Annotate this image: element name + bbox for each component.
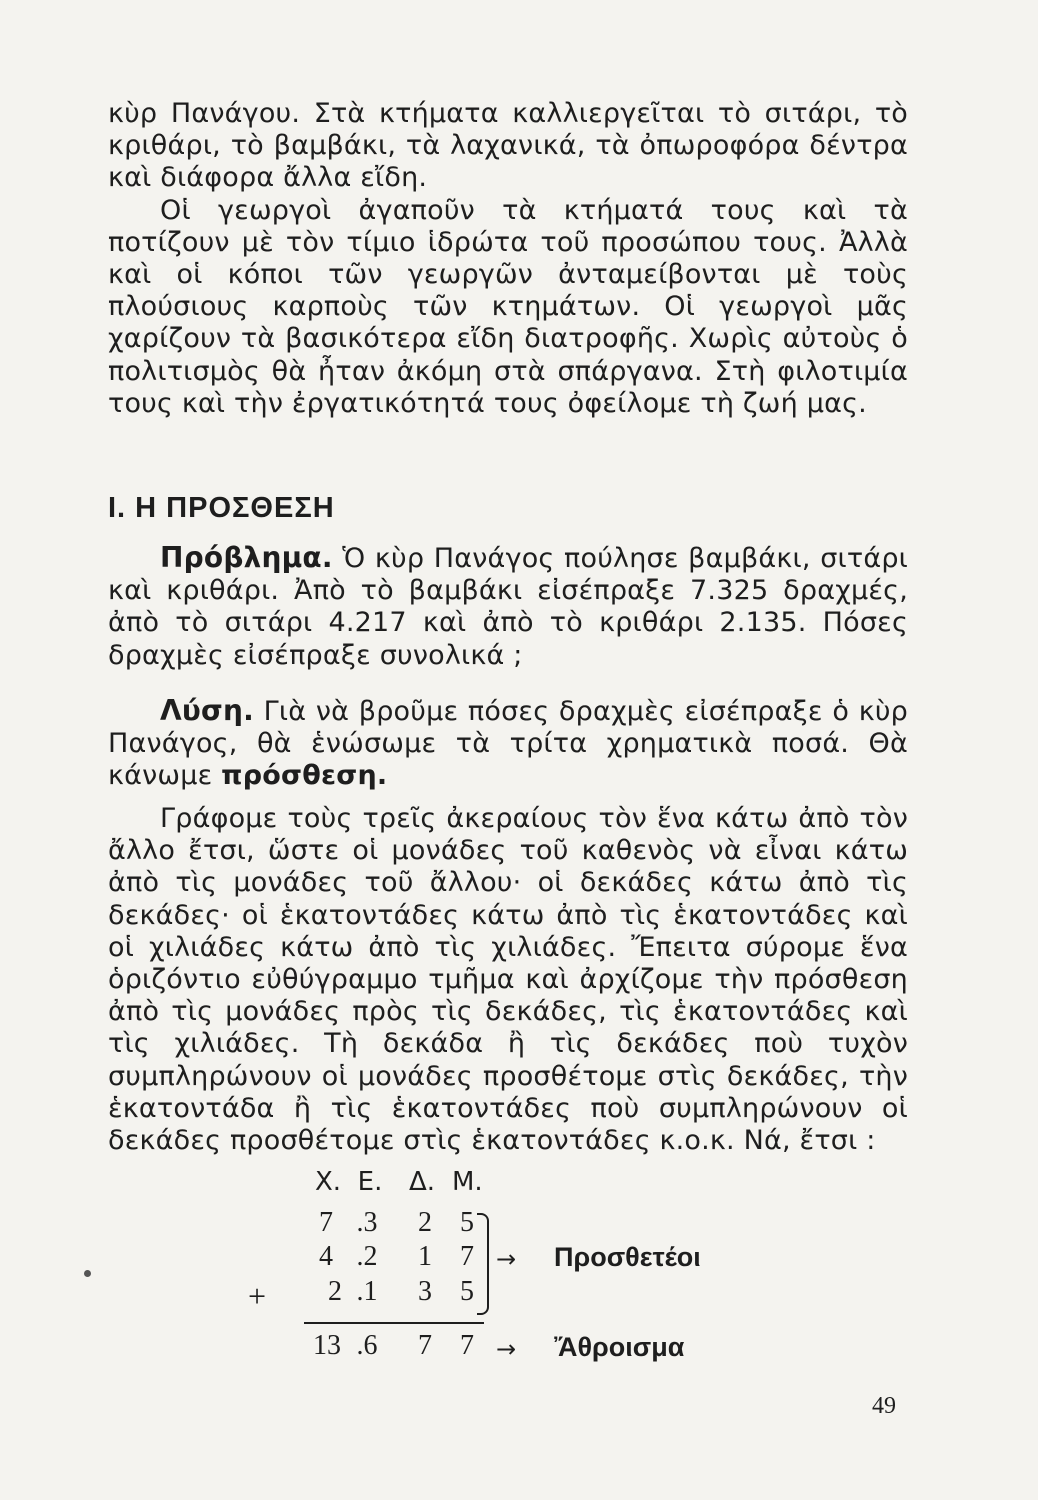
addends-brace	[477, 1213, 489, 1315]
addend-1-digit: 7	[319, 1207, 333, 1238]
solution-paragraph	[108, 695, 908, 793]
sum-digit: 7	[460, 1330, 474, 1361]
ink-dot	[84, 1270, 91, 1277]
addends-label: Προσθετέοι	[554, 1242, 701, 1272]
addend-1-digit: 2	[418, 1207, 432, 1238]
solution-label: Λύση.	[160, 694, 254, 727]
addend-1-digit: 5	[460, 1207, 474, 1238]
addend-2-digit: 4	[319, 1241, 333, 1272]
sum-digit: 13	[313, 1330, 341, 1361]
header-units: Μ.	[452, 1167, 483, 1197]
problem-label: Πρόβλημα.	[160, 541, 333, 574]
section-heading: Ι. Η ΠΡΟΣΘΕΣΗ	[108, 492, 335, 524]
header-thousands: Χ.	[314, 1167, 342, 1197]
addend-2-digit: 7	[460, 1241, 474, 1272]
addend-1-digit: .3	[356, 1207, 378, 1238]
addend-3-digit: .1	[356, 1276, 378, 1307]
page-number: 49	[872, 1393, 896, 1419]
addend-2-digit: .2	[356, 1241, 378, 1272]
sum-arrow-icon: →	[496, 1335, 517, 1363]
sum-digit: 7	[418, 1330, 432, 1361]
intro-paragraph-1: κὺρ Πανάγου. Στὰ κτήματα καλλιεργεῖται τὸ σιτάρι, τὸ κριθάρι, τὸ βαμβάκι, τὰ λαχανικά, τὰ ὀπωροφόρα δέντρα καὶ διάφορα ἄλλα εἴδη.	[108, 98, 908, 194]
sum-digit: .6	[356, 1330, 378, 1361]
intro-paragraph-2: Οἱ γεωργοὶ ἀγαποῦν τὰ κτήματά τους καὶ τὰ ποτίζουν μὲ τὸν τίμιο ἱδρώτα τοῦ προσώπου τους. Ἀλλὰ καὶ οἱ κόποι τῶν γεωργῶν ἀνταμείβονται μὲ τοὺς πλούσιους καρποὺς τῶν κτημάτων. Οἱ γεωργοὶ μᾶς χαρίζουν τὰ βασικότερα εἴδη διατροφῆς. Χωρὶς αὐτοὺς ὁ πολιτισμὸς θὰ ἦταν ἀκόμη στὰ σπάργανα. Στὴ φιλοτιμία τους καὶ τὴν ἐργατικότητά τους ὀφείλομε τὴ ζωή μας.	[108, 194, 908, 419]
addend-3-digit: 5	[460, 1276, 474, 1307]
solution-text: Γιὰ νὰ βροῦμε πόσες δραχμὲς εἰσέπραξε ὁ κὺρ Πανάγος, θὰ ἑνώσωμε τὰ τρίτα χρηματικὰ ποσά. Θὰ κάνωμε	[108, 696, 908, 792]
explanation-paragraph: Γράφομε τοὺς τρεῖς ἀκεραίους τὸν ἕνα κάτω ἀπὸ τὸν ἄλλο ἔτσι, ὥστε οἱ μονάδες τοῦ καθενὸς νὰ εἶναι κάτω ἀπὸ τὶς μονάδες τοῦ ἄλλου· οἱ δεκάδες κάτω ἀπὸ τὶς δεκάδες· οἱ ἑκατοντάδες κάτω ἀπὸ τὶς ἑκατοντάδες καὶ οἱ χιλιάδες κάτω ἀπὸ τὶς χιλιάδες. Ἔπειτα σύρομε ἕνα ὁριζόντιο εὐθύγραμμο τμῆμα καὶ ἀρχίζομε τὴν πρόσθεση ἀπὸ τὶς μονάδες πρὸς τὶς δεκάδες, τὶς ἑκατοντάδες καὶ τὶς χιλιάδες. Τὴ δεκάδα ἢ τὶς δεκάδες ποὺ τυχὸν συμπληρώνουν οἱ μονάδες προσθέτομε στὶς δεκάδες, τὴν ἑκατοντάδα ἢ τὶς ἑκατοντάδες ποὺ συμπληρώνουν οἱ δεκάδες προσθέτομε στὶς ἑκατοντάδες κ.ο.κ. Νά, ἔτσι :	[108, 803, 908, 1157]
header-tens: Δ.	[408, 1167, 436, 1197]
header-hundreds: Ε.	[357, 1167, 383, 1197]
addends-arrow-icon: →	[496, 1245, 517, 1273]
problem-text: Ὁ κὺρ Πανάγος πούλησε βαμβάκι, σιτάρι καὶ κριθάρι. Ἀπὸ τὸ βαμβάκι εἰσέπραξε 7.325 δραχμές, ἀπὸ τὸ σιτάρι 4.217 καὶ ἀπὸ τὸ κριθάρι 2.135. Πόσες δραχμὲς εἰσέπραξε συνολικά ;	[108, 543, 908, 671]
addend-3-digit: 2	[328, 1276, 342, 1307]
addend-2-digit: 1	[418, 1241, 432, 1272]
plus-sign: +	[248, 1278, 267, 1314]
sum-label: Ἄθροισμα	[554, 1332, 685, 1362]
intro-text	[108, 98, 908, 420]
addend-3-digit: 3	[418, 1276, 432, 1307]
solution-bold-word: πρόσθεση.	[221, 760, 388, 792]
sum-line	[304, 1322, 484, 1324]
problem-paragraph	[108, 542, 908, 672]
